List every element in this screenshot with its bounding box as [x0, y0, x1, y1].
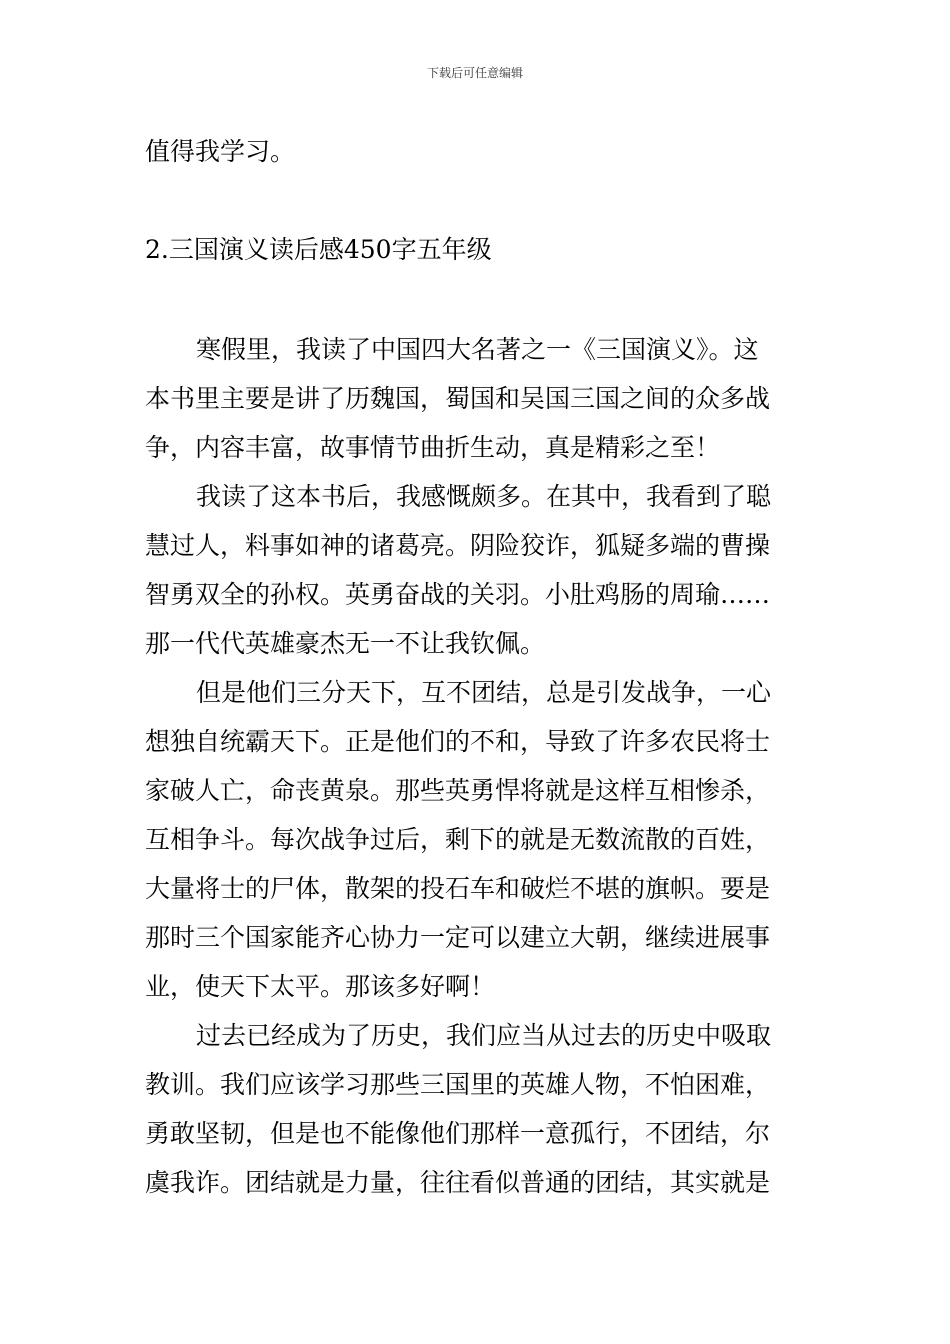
- text-line: 智勇双全的孙权。英勇奋战的关羽。小肚鸡肠的周瑜……: [145, 580, 771, 609]
- text-line: 勇敢坚韧，但是也不能像他们那样一意孤行，不团结，尔: [145, 1119, 771, 1148]
- text-line: 家破人亡，命丧黄泉。那些英勇悍将就是这样互相惨杀，: [145, 776, 771, 805]
- paragraph-3: [145, 668, 815, 1011]
- text-line: 那时三个国家能齐心协力一定可以建立大朝，继续进展事: [145, 923, 771, 952]
- text-line: 大量将士的尸体，散架的投石车和破烂不堪的旗帜。要是: [145, 874, 771, 903]
- text-line: 过去已经成为了历史，我们应当从过去的历史中吸取: [196, 1021, 772, 1050]
- text-line: 虞我诈。团结就是力量，往往看似普通的团结，其实就是: [145, 1168, 771, 1197]
- text-line: 业，使天下太平。那该多好啊！: [145, 972, 496, 1001]
- text-line: 争，内容丰富，故事情节曲折生动，真是精彩之至！: [145, 433, 721, 462]
- paragraph-2: [145, 472, 815, 668]
- text-line: 那一代代英雄豪杰无一不让我钦佩。: [145, 629, 546, 658]
- text-line: 本书里主要是讲了历魏国，蜀国和吴国三国之间的众多战: [145, 384, 771, 413]
- text-line: 我读了这本书后，我感慨颇多。在其中，我看到了聪: [196, 482, 772, 511]
- text-line: 慧过人，料事如神的诸葛亮。阴险狡诈，狐疑多端的曹操: [145, 531, 771, 560]
- text-line: 教训。我们应该学习那些三国里的英雄人物，不怕困难，: [145, 1070, 771, 1099]
- page-header: 下载后可任意编辑: [426, 66, 523, 80]
- text-line: 寒假里，我读了中国四大名著之一《三国演义》。这: [196, 335, 759, 364]
- text-line: 互相争斗。每次战争过后，剩下的就是无数流散的百姓，: [145, 825, 771, 854]
- section-heading: [145, 225, 815, 274]
- paragraph-4: [145, 1011, 815, 1207]
- text-line: 但是他们三分天下，互不团结，总是引发战争，一心: [196, 678, 772, 707]
- heading-text: 2.三国演义读后感450字五年级: [145, 235, 492, 264]
- continuation-text: [145, 127, 815, 176]
- text-line: 想独自统霸天下。正是他们的不和，导致了许多农民将士: [145, 727, 771, 756]
- paragraph-1: [145, 325, 815, 472]
- text-line: 值得我学习。: [145, 137, 296, 166]
